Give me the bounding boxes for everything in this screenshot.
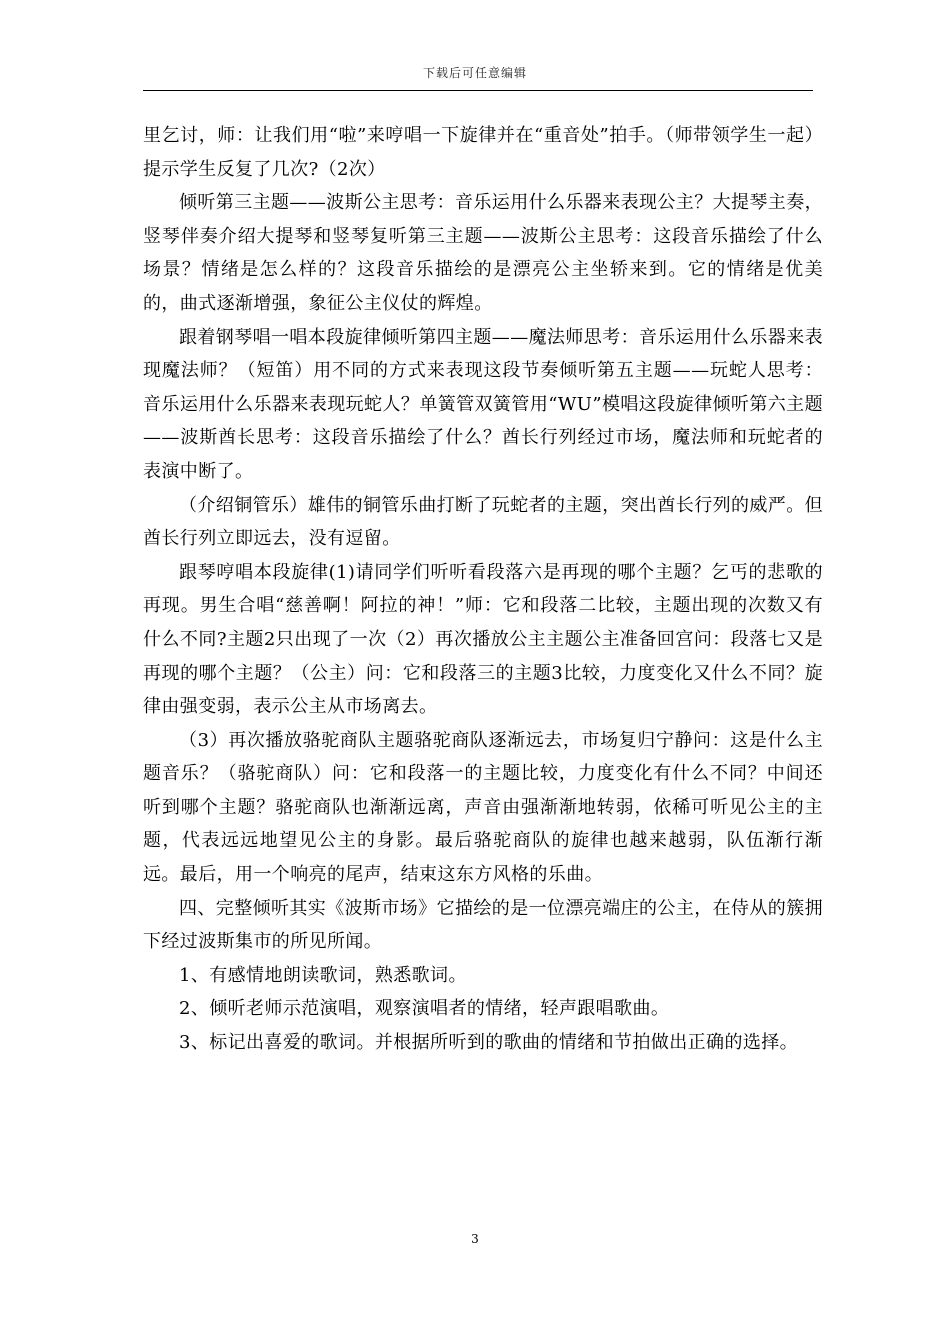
paragraph: 倾听第三主题——波斯公主思考：音乐运用什么乐器来表现公主？大提琴主奏，竖琴伴奏介绍大提琴和竖琴复听第三主题——波斯公主思考：这段音乐描绘了什么场景？情绪是怎么样的？这段音乐描绘的是漂亮公主坐轿来到。它的情绪是优美的，曲式逐渐增强，象征公主仪仗的辉煌。 (143, 192, 823, 314)
body-text (143, 119, 823, 1060)
page-number: 3 (471, 1232, 479, 1246)
paragraph: 跟琴哼唱本段旋律(1)请同学们听听看段落六是再现的哪个主题？乞丐的悲歌的再现。男生合唱“慈善啊！阿拉的神！”师：它和段落二比较，主题出现的次数又有什么不同?主题2只出现了一次（2）再次播放公主主题公主准备回宫问：段落七又是再现的哪个主题？（公主）问：它和段落三的主题3比较，力度变化又什么不同？旋律由强变弱，表示公主从市场离去。 (143, 561, 823, 718)
list-item: 2、倾听老师示范演唱，观察演唱者的情绪，轻声跟唱歌曲。 (179, 998, 670, 1020)
paragraph: 里乞讨，师：让我们用“啦”来哼唱一下旋律并在“重音处”拍手。（师带领学生一起）提示学生反复了几次?（2次） (143, 125, 823, 180)
header-divider (143, 90, 813, 91)
paragraph: 四、完整倾听其实《波斯市场》它描绘的是一位漂亮端庄的公主，在侍从的簇拥下经过波斯集市的所见所闻。 (143, 897, 823, 953)
list-item: 3、标记出喜爱的歌词。并根据所听到的歌曲的情绪和节拍做出正确的选择。 (179, 1032, 799, 1054)
page-header: 下载后可任意编辑 (422, 66, 527, 80)
paragraph: （介绍铜管乐）雄伟的铜管乐曲打断了玩蛇者的主题，突出酋长行列的威严。但酋长行列立即远去，没有逗留。 (143, 494, 823, 550)
paragraph: （3）再次播放骆驼商队主题骆驼商队逐渐远去，市场复归宁静问：这是什么主题音乐？（骆驼商队）问：它和段落一的主题比较，力度变化有什么不同？中间还听到哪个主题？骆驼商队也渐渐远离，声音由强渐渐地转弱，依稀可听见公主的主题，代表远远地望见公主的身影。最后骆驼商队的旋律也越来越弱，队伍渐行渐远。最后，用一个响亮的尾声，结束这东方风格的乐曲。 (143, 729, 823, 886)
paragraph: 跟着钢琴唱一唱本段旋律倾听第四主题——魔法师思考：音乐运用什么乐器来表现魔法师？（短笛）用不同的方式来表现这段节奏倾听第五主题——玩蛇人思考：音乐运用什么乐器来表现玩蛇人？单簧管双簧管用“WU”模唱这段旋律倾听第六主题——波斯酋长思考：这段音乐描绘了什么？酋长行列经过市场，魔法师和玩蛇者的表演中断了。 (143, 326, 823, 482)
list-item: 1、有感情地朗读歌词，熟悉歌词。 (179, 964, 467, 986)
